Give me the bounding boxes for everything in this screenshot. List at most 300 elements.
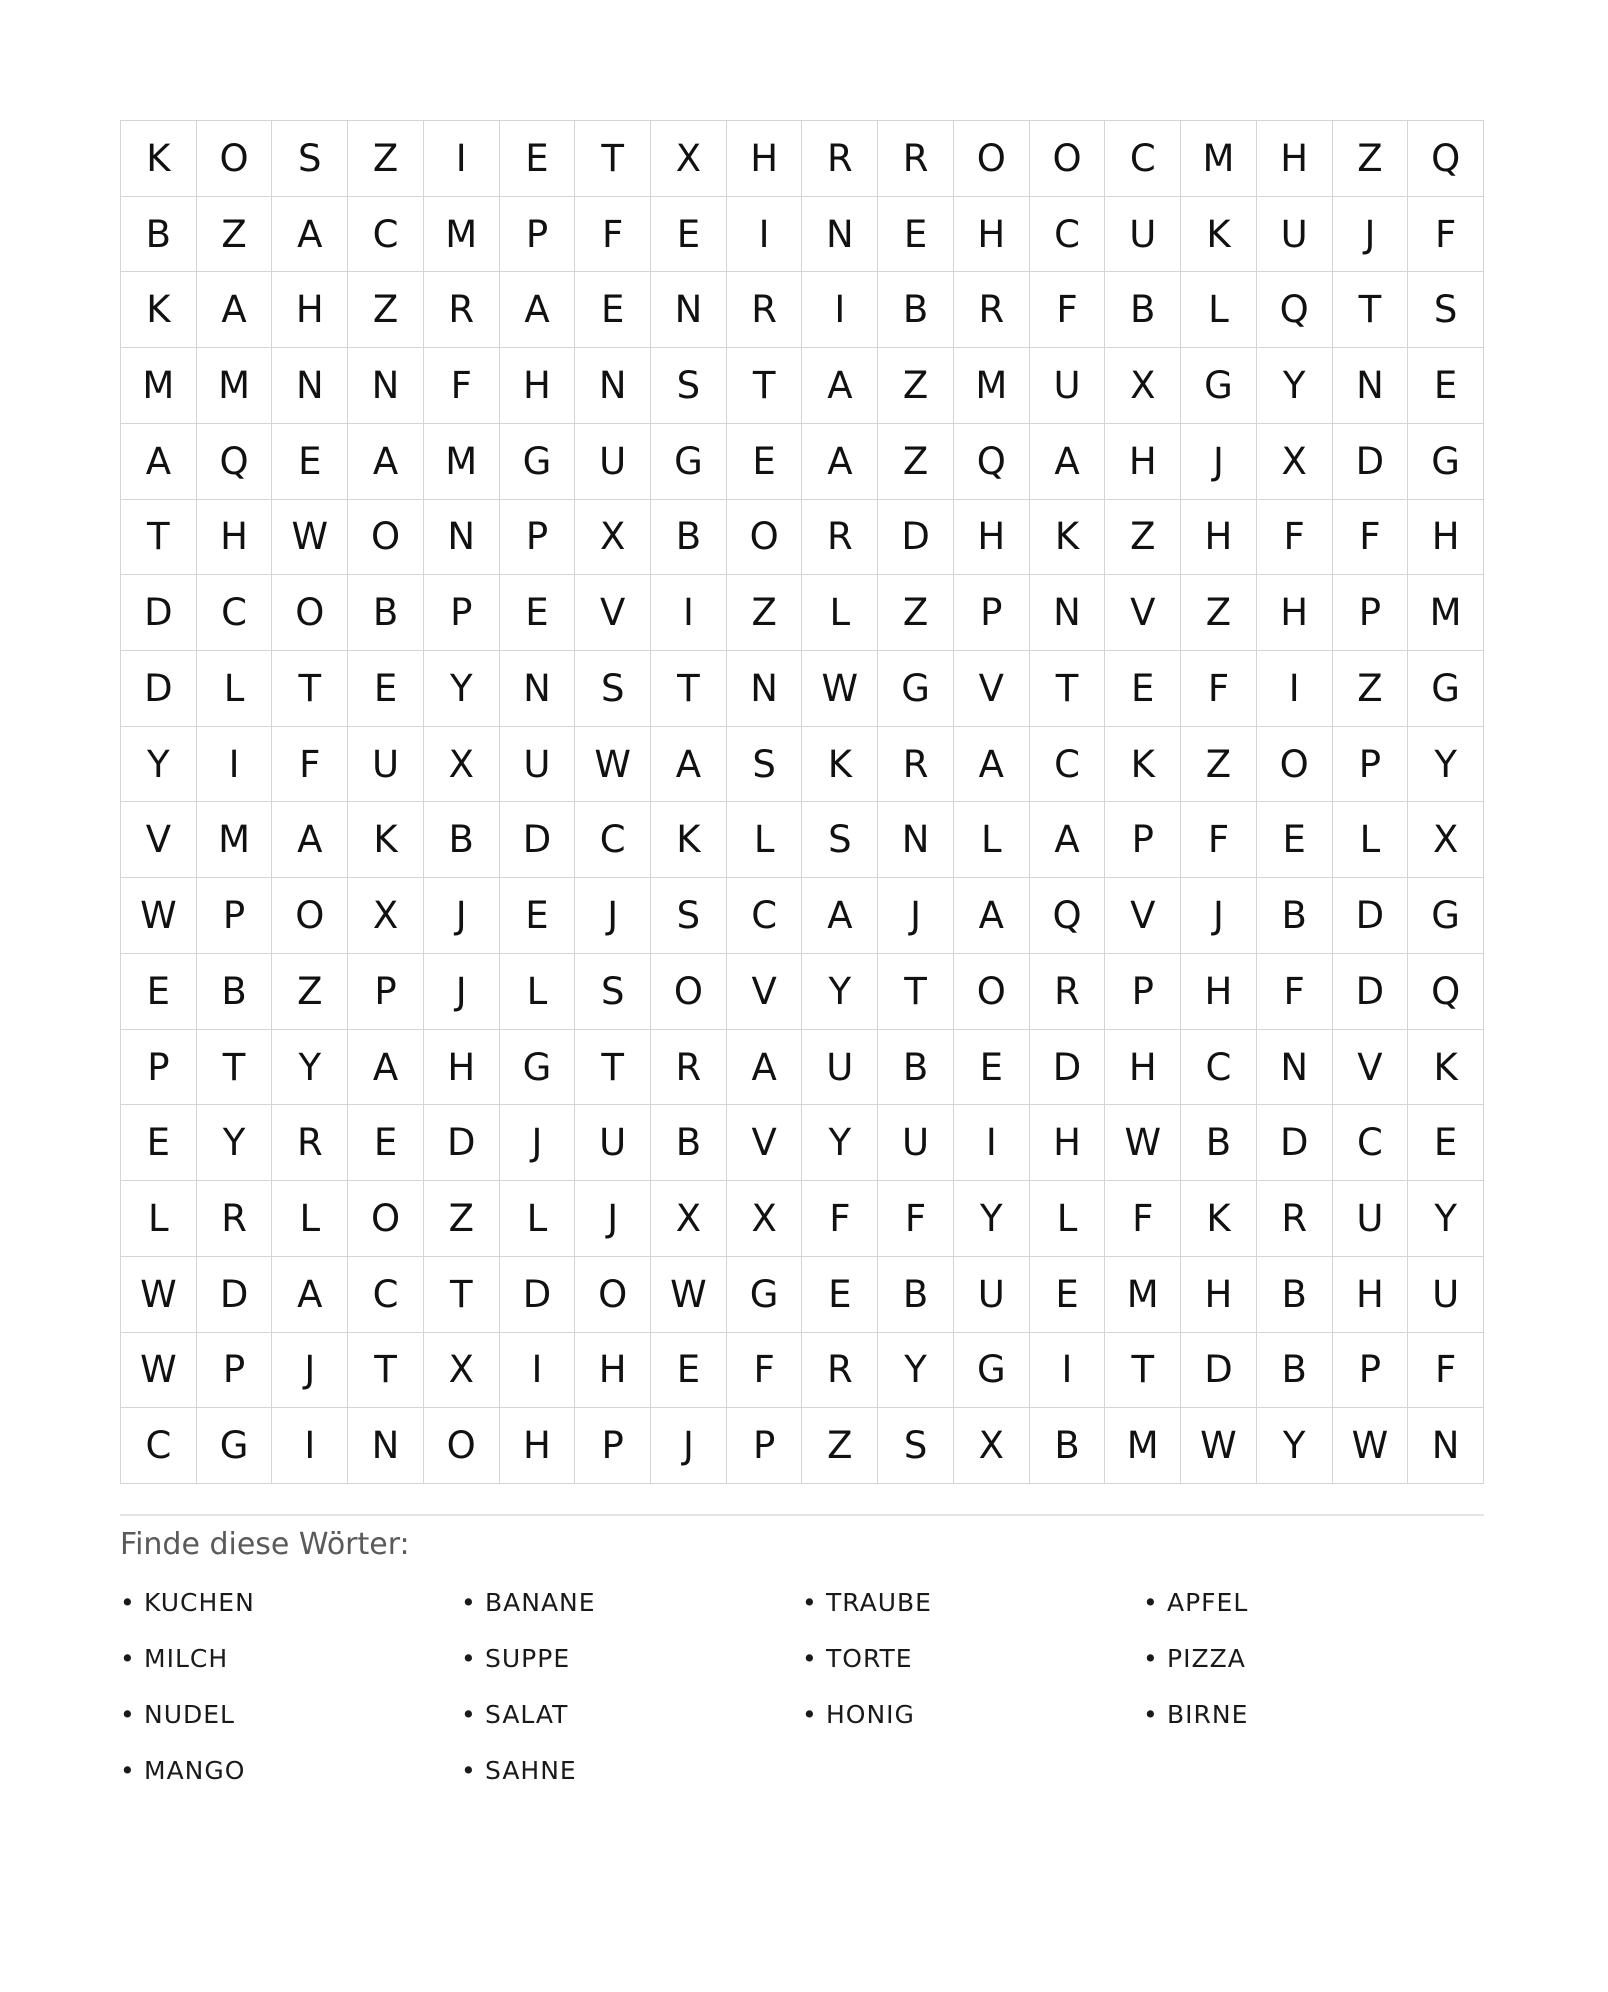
grid-cell[interactable]: Z <box>348 121 424 197</box>
grid-cell[interactable]: Z <box>727 575 803 651</box>
grid-cell[interactable]: T <box>197 1030 273 1106</box>
grid-cell[interactable]: L <box>727 802 803 878</box>
grid-cell[interactable]: Z <box>272 954 348 1030</box>
grid-cell[interactable]: F <box>1181 651 1257 727</box>
grid-cell[interactable]: W <box>121 1257 197 1333</box>
grid-cell[interactable]: P <box>500 500 576 576</box>
grid-cell[interactable]: W <box>802 651 878 727</box>
grid-cell[interactable]: Z <box>424 1181 500 1257</box>
grid-cell[interactable]: U <box>1257 197 1333 273</box>
grid-cell[interactable]: O <box>954 954 1030 1030</box>
grid-cell[interactable]: L <box>1030 1181 1106 1257</box>
grid-cell[interactable]: Y <box>1257 348 1333 424</box>
grid-cell[interactable]: O <box>348 500 424 576</box>
grid-cell[interactable]: P <box>121 1030 197 1106</box>
grid-cell[interactable]: I <box>727 197 803 273</box>
grid-cell[interactable]: V <box>727 954 803 1030</box>
grid-cell[interactable]: B <box>651 1105 727 1181</box>
grid-cell[interactable]: R <box>1030 954 1106 1030</box>
grid-cell[interactable]: F <box>1333 500 1409 576</box>
grid-cell[interactable]: L <box>1181 272 1257 348</box>
grid-cell[interactable]: S <box>1408 272 1484 348</box>
grid-cell[interactable]: B <box>651 500 727 576</box>
grid-cell[interactable]: F <box>575 197 651 273</box>
grid-cell[interactable]: R <box>272 1105 348 1181</box>
grid-cell[interactable]: F <box>1257 500 1333 576</box>
grid-cell[interactable]: K <box>1181 1181 1257 1257</box>
grid-cell[interactable]: N <box>878 802 954 878</box>
grid-cell[interactable]: Z <box>1333 121 1409 197</box>
grid-cell[interactable]: N <box>348 1408 424 1484</box>
grid-cell[interactable]: F <box>1030 272 1106 348</box>
grid-cell[interactable]: P <box>1333 1333 1409 1409</box>
grid-cell[interactable]: F <box>878 1181 954 1257</box>
grid-cell[interactable]: O <box>1030 121 1106 197</box>
grid-cell[interactable]: J <box>575 1181 651 1257</box>
grid-cell[interactable]: O <box>727 500 803 576</box>
grid-cell[interactable]: S <box>272 121 348 197</box>
grid-cell[interactable]: E <box>1030 1257 1106 1333</box>
grid-cell[interactable]: A <box>272 197 348 273</box>
grid-cell[interactable]: N <box>424 500 500 576</box>
grid-cell[interactable]: C <box>121 1408 197 1484</box>
grid-cell[interactable]: B <box>878 1030 954 1106</box>
grid-cell[interactable]: L <box>500 954 576 1030</box>
grid-cell[interactable]: Q <box>1408 121 1484 197</box>
grid-cell[interactable]: N <box>272 348 348 424</box>
grid-cell[interactable]: Z <box>1181 727 1257 803</box>
grid-cell[interactable]: E <box>348 1105 424 1181</box>
grid-cell[interactable]: M <box>424 197 500 273</box>
grid-cell[interactable]: I <box>651 575 727 651</box>
grid-cell[interactable]: N <box>1408 1408 1484 1484</box>
grid-cell[interactable]: C <box>348 197 424 273</box>
grid-cell[interactable]: A <box>272 802 348 878</box>
grid-cell[interactable]: L <box>1333 802 1409 878</box>
grid-cell[interactable]: F <box>424 348 500 424</box>
grid-cell[interactable]: S <box>802 802 878 878</box>
grid-cell[interactable]: M <box>1105 1257 1181 1333</box>
grid-cell[interactable]: D <box>424 1105 500 1181</box>
grid-cell[interactable]: D <box>878 500 954 576</box>
grid-cell[interactable]: P <box>1105 802 1181 878</box>
grid-cell[interactable]: T <box>1105 1333 1181 1409</box>
grid-cell[interactable]: D <box>1030 1030 1106 1106</box>
grid-cell[interactable]: J <box>1181 878 1257 954</box>
grid-cell[interactable]: U <box>575 1105 651 1181</box>
grid-cell[interactable]: Y <box>1408 727 1484 803</box>
grid-cell[interactable]: X <box>651 1181 727 1257</box>
grid-cell[interactable]: F <box>1181 802 1257 878</box>
grid-cell[interactable]: J <box>575 878 651 954</box>
grid-cell[interactable]: U <box>878 1105 954 1181</box>
grid-cell[interactable]: B <box>121 197 197 273</box>
grid-cell[interactable]: X <box>424 1333 500 1409</box>
grid-cell[interactable]: K <box>121 121 197 197</box>
grid-cell[interactable]: O <box>954 121 1030 197</box>
grid-cell[interactable]: U <box>954 1257 1030 1333</box>
grid-cell[interactable]: H <box>575 1333 651 1409</box>
grid-cell[interactable]: Q <box>1257 272 1333 348</box>
grid-cell[interactable]: U <box>1030 348 1106 424</box>
grid-cell[interactable]: I <box>1257 651 1333 727</box>
grid-cell[interactable]: L <box>954 802 1030 878</box>
grid-cell[interactable]: W <box>575 727 651 803</box>
grid-cell[interactable]: P <box>1105 954 1181 1030</box>
grid-cell[interactable]: K <box>1030 500 1106 576</box>
grid-cell[interactable]: G <box>500 1030 576 1106</box>
grid-cell[interactable]: T <box>1030 651 1106 727</box>
grid-cell[interactable]: G <box>878 651 954 727</box>
grid-cell[interactable]: V <box>1105 575 1181 651</box>
grid-cell[interactable]: P <box>575 1408 651 1484</box>
grid-cell[interactable]: R <box>878 121 954 197</box>
grid-cell[interactable]: P <box>1333 727 1409 803</box>
grid-cell[interactable]: N <box>651 272 727 348</box>
grid-cell[interactable]: X <box>1257 424 1333 500</box>
grid-cell[interactable]: R <box>954 272 1030 348</box>
grid-cell[interactable]: B <box>1030 1408 1106 1484</box>
grid-cell[interactable]: R <box>878 727 954 803</box>
grid-cell[interactable]: K <box>802 727 878 803</box>
grid-cell[interactable]: F <box>727 1333 803 1409</box>
grid-cell[interactable]: X <box>1408 802 1484 878</box>
grid-cell[interactable]: E <box>651 1333 727 1409</box>
grid-cell[interactable]: P <box>727 1408 803 1484</box>
grid-cell[interactable]: M <box>1181 121 1257 197</box>
grid-cell[interactable]: H <box>500 348 576 424</box>
grid-cell[interactable]: Q <box>1030 878 1106 954</box>
grid-cell[interactable]: P <box>424 575 500 651</box>
grid-cell[interactable]: E <box>575 272 651 348</box>
grid-cell[interactable]: B <box>348 575 424 651</box>
grid-cell[interactable]: B <box>1257 1333 1333 1409</box>
grid-cell[interactable]: O <box>575 1257 651 1333</box>
grid-cell[interactable]: W <box>1181 1408 1257 1484</box>
grid-cell[interactable]: Z <box>1181 575 1257 651</box>
grid-cell[interactable]: T <box>575 1030 651 1106</box>
grid-cell[interactable]: E <box>1105 651 1181 727</box>
grid-cell[interactable]: K <box>1408 1030 1484 1106</box>
grid-cell[interactable]: H <box>424 1030 500 1106</box>
grid-cell[interactable]: L <box>272 1181 348 1257</box>
grid-cell[interactable]: G <box>727 1257 803 1333</box>
grid-cell[interactable]: A <box>954 878 1030 954</box>
grid-cell[interactable]: N <box>575 348 651 424</box>
grid-cell[interactable]: H <box>1181 954 1257 1030</box>
grid-cell[interactable]: C <box>1181 1030 1257 1106</box>
grid-cell[interactable]: E <box>651 197 727 273</box>
grid-cell[interactable]: G <box>1408 878 1484 954</box>
grid-cell[interactable]: H <box>1181 500 1257 576</box>
grid-cell[interactable]: B <box>424 802 500 878</box>
grid-cell[interactable]: K <box>1181 197 1257 273</box>
grid-cell[interactable]: P <box>197 878 273 954</box>
grid-cell[interactable]: N <box>500 651 576 727</box>
grid-cell[interactable]: F <box>802 1181 878 1257</box>
grid-cell[interactable]: M <box>954 348 1030 424</box>
grid-cell[interactable]: Y <box>802 1105 878 1181</box>
grid-cell[interactable]: J <box>651 1408 727 1484</box>
grid-cell[interactable]: P <box>197 1333 273 1409</box>
grid-cell[interactable]: R <box>802 500 878 576</box>
grid-cell[interactable]: Z <box>878 348 954 424</box>
grid-cell[interactable]: Y <box>878 1333 954 1409</box>
grid-cell[interactable]: S <box>651 878 727 954</box>
grid-cell[interactable]: M <box>121 348 197 424</box>
grid-cell[interactable]: O <box>348 1181 424 1257</box>
grid-cell[interactable]: A <box>1030 802 1106 878</box>
grid-cell[interactable]: J <box>272 1333 348 1409</box>
grid-cell[interactable]: E <box>272 424 348 500</box>
grid-cell[interactable]: H <box>1257 575 1333 651</box>
grid-cell[interactable]: M <box>424 424 500 500</box>
grid-cell[interactable]: H <box>500 1408 576 1484</box>
grid-cell[interactable]: A <box>802 348 878 424</box>
grid-cell[interactable]: C <box>575 802 651 878</box>
grid-cell[interactable]: T <box>878 954 954 1030</box>
grid-cell[interactable]: Y <box>424 651 500 727</box>
grid-cell[interactable]: T <box>651 651 727 727</box>
grid-cell[interactable]: D <box>500 802 576 878</box>
grid-cell[interactable]: Z <box>802 1408 878 1484</box>
grid-cell[interactable]: A <box>727 1030 803 1106</box>
grid-cell[interactable]: A <box>121 424 197 500</box>
grid-cell[interactable]: E <box>954 1030 1030 1106</box>
grid-cell[interactable]: Z <box>197 197 273 273</box>
grid-cell[interactable]: U <box>1408 1257 1484 1333</box>
grid-cell[interactable]: B <box>197 954 273 1030</box>
grid-cell[interactable]: R <box>727 272 803 348</box>
grid-cell[interactable]: K <box>1105 727 1181 803</box>
grid-cell[interactable]: I <box>802 272 878 348</box>
grid-cell[interactable]: O <box>424 1408 500 1484</box>
grid-cell[interactable]: T <box>424 1257 500 1333</box>
grid-cell[interactable]: I <box>954 1105 1030 1181</box>
grid-cell[interactable]: H <box>1408 500 1484 576</box>
grid-cell[interactable]: B <box>1257 878 1333 954</box>
grid-cell[interactable]: N <box>1030 575 1106 651</box>
grid-cell[interactable]: N <box>1257 1030 1333 1106</box>
grid-cell[interactable]: M <box>1408 575 1484 651</box>
grid-cell[interactable]: F <box>1257 954 1333 1030</box>
grid-cell[interactable]: D <box>121 651 197 727</box>
grid-cell[interactable]: S <box>575 954 651 1030</box>
grid-cell[interactable]: H <box>954 500 1030 576</box>
grid-cell[interactable]: B <box>1181 1105 1257 1181</box>
grid-cell[interactable]: S <box>651 348 727 424</box>
grid-cell[interactable]: Z <box>348 272 424 348</box>
grid-cell[interactable]: H <box>197 500 273 576</box>
grid-cell[interactable]: J <box>424 878 500 954</box>
grid-cell[interactable]: D <box>500 1257 576 1333</box>
grid-cell[interactable]: C <box>1105 121 1181 197</box>
grid-cell[interactable]: E <box>802 1257 878 1333</box>
grid-cell[interactable]: H <box>272 272 348 348</box>
grid-cell[interactable]: T <box>1333 272 1409 348</box>
grid-cell[interactable]: G <box>197 1408 273 1484</box>
grid-cell[interactable]: C <box>197 575 273 651</box>
grid-cell[interactable]: S <box>575 651 651 727</box>
grid-cell[interactable]: Q <box>1408 954 1484 1030</box>
grid-cell[interactable]: M <box>197 348 273 424</box>
grid-cell[interactable]: P <box>348 954 424 1030</box>
grid-cell[interactable]: R <box>197 1181 273 1257</box>
grid-cell[interactable]: P <box>500 197 576 273</box>
grid-cell[interactable]: I <box>424 121 500 197</box>
grid-cell[interactable]: T <box>727 348 803 424</box>
grid-cell[interactable]: E <box>878 197 954 273</box>
grid-cell[interactable]: F <box>1408 1333 1484 1409</box>
grid-cell[interactable]: A <box>500 272 576 348</box>
grid-cell[interactable]: A <box>802 424 878 500</box>
grid-cell[interactable]: Q <box>954 424 1030 500</box>
grid-cell[interactable]: S <box>878 1408 954 1484</box>
grid-cell[interactable]: C <box>348 1257 424 1333</box>
grid-cell[interactable]: I <box>272 1408 348 1484</box>
grid-cell[interactable]: G <box>651 424 727 500</box>
grid-cell[interactable]: H <box>1333 1257 1409 1333</box>
grid-cell[interactable]: T <box>575 121 651 197</box>
grid-cell[interactable]: E <box>121 954 197 1030</box>
grid-cell[interactable]: T <box>121 500 197 576</box>
grid-cell[interactable]: U <box>1333 1181 1409 1257</box>
grid-cell[interactable]: D <box>1333 954 1409 1030</box>
grid-cell[interactable]: R <box>424 272 500 348</box>
grid-cell[interactable]: E <box>1408 348 1484 424</box>
grid-cell[interactable]: O <box>1257 727 1333 803</box>
grid-cell[interactable]: V <box>575 575 651 651</box>
grid-cell[interactable]: I <box>1030 1333 1106 1409</box>
grid-cell[interactable]: K <box>651 802 727 878</box>
grid-cell[interactable]: S <box>727 727 803 803</box>
grid-cell[interactable]: F <box>1105 1181 1181 1257</box>
grid-cell[interactable]: B <box>1105 272 1181 348</box>
grid-cell[interactable]: O <box>197 121 273 197</box>
grid-cell[interactable]: I <box>197 727 273 803</box>
grid-cell[interactable]: A <box>1030 424 1106 500</box>
grid-cell[interactable]: V <box>954 651 1030 727</box>
grid-cell[interactable]: X <box>651 121 727 197</box>
grid-cell[interactable]: J <box>878 878 954 954</box>
grid-cell[interactable]: M <box>197 802 273 878</box>
grid-cell[interactable]: X <box>575 500 651 576</box>
grid-cell[interactable]: P <box>1333 575 1409 651</box>
grid-cell[interactable]: Y <box>272 1030 348 1106</box>
grid-cell[interactable]: Z <box>878 575 954 651</box>
grid-cell[interactable]: E <box>500 575 576 651</box>
grid-cell[interactable]: D <box>1181 1333 1257 1409</box>
grid-cell[interactable]: A <box>348 424 424 500</box>
grid-cell[interactable]: X <box>727 1181 803 1257</box>
grid-cell[interactable]: W <box>121 1333 197 1409</box>
grid-cell[interactable]: E <box>1408 1105 1484 1181</box>
grid-cell[interactable]: U <box>1105 197 1181 273</box>
grid-cell[interactable]: V <box>1105 878 1181 954</box>
grid-cell[interactable]: Y <box>197 1105 273 1181</box>
grid-cell[interactable]: Y <box>802 954 878 1030</box>
grid-cell[interactable]: W <box>651 1257 727 1333</box>
grid-cell[interactable]: N <box>1333 348 1409 424</box>
grid-cell[interactable]: V <box>121 802 197 878</box>
grid-cell[interactable]: W <box>1105 1105 1181 1181</box>
grid-cell[interactable]: H <box>1030 1105 1106 1181</box>
grid-cell[interactable]: A <box>802 878 878 954</box>
grid-cell[interactable]: O <box>272 878 348 954</box>
grid-cell[interactable]: U <box>575 424 651 500</box>
grid-cell[interactable]: Y <box>121 727 197 803</box>
grid-cell[interactable]: E <box>500 121 576 197</box>
grid-cell[interactable]: V <box>1333 1030 1409 1106</box>
grid-cell[interactable]: M <box>1105 1408 1181 1484</box>
grid-cell[interactable]: D <box>1333 878 1409 954</box>
grid-cell[interactable]: J <box>1333 197 1409 273</box>
grid-cell[interactable]: U <box>500 727 576 803</box>
grid-cell[interactable]: O <box>651 954 727 1030</box>
grid-cell[interactable]: A <box>197 272 273 348</box>
grid-cell[interactable]: R <box>651 1030 727 1106</box>
grid-cell[interactable]: A <box>651 727 727 803</box>
grid-cell[interactable]: W <box>1333 1408 1409 1484</box>
grid-cell[interactable]: Y <box>1408 1181 1484 1257</box>
grid-cell[interactable]: Y <box>954 1181 1030 1257</box>
grid-cell[interactable]: U <box>802 1030 878 1106</box>
grid-cell[interactable]: H <box>1105 1030 1181 1106</box>
grid-cell[interactable]: A <box>954 727 1030 803</box>
grid-cell[interactable]: K <box>348 802 424 878</box>
grid-cell[interactable]: Z <box>1105 500 1181 576</box>
grid-cell[interactable]: E <box>727 424 803 500</box>
grid-cell[interactable]: C <box>1030 727 1106 803</box>
grid-cell[interactable]: E <box>348 651 424 727</box>
grid-cell[interactable]: Z <box>878 424 954 500</box>
grid-cell[interactable]: O <box>272 575 348 651</box>
grid-cell[interactable]: X <box>954 1408 1030 1484</box>
grid-cell[interactable]: J <box>500 1105 576 1181</box>
grid-cell[interactable]: T <box>272 651 348 727</box>
grid-cell[interactable]: L <box>802 575 878 651</box>
grid-cell[interactable]: A <box>272 1257 348 1333</box>
grid-cell[interactable]: Y <box>1257 1408 1333 1484</box>
grid-cell[interactable]: P <box>954 575 1030 651</box>
grid-cell[interactable]: V <box>727 1105 803 1181</box>
grid-cell[interactable]: F <box>272 727 348 803</box>
grid-cell[interactable]: H <box>727 121 803 197</box>
grid-cell[interactable]: E <box>1257 802 1333 878</box>
grid-cell[interactable]: L <box>197 651 273 727</box>
grid-cell[interactable]: D <box>1333 424 1409 500</box>
grid-cell[interactable]: N <box>348 348 424 424</box>
grid-cell[interactable]: D <box>1257 1105 1333 1181</box>
grid-cell[interactable]: R <box>802 1333 878 1409</box>
grid-cell[interactable]: N <box>727 651 803 727</box>
grid-cell[interactable]: G <box>1408 651 1484 727</box>
grid-cell[interactable]: W <box>121 878 197 954</box>
grid-cell[interactable]: J <box>424 954 500 1030</box>
grid-cell[interactable]: C <box>1030 197 1106 273</box>
grid-cell[interactable]: G <box>1181 348 1257 424</box>
grid-cell[interactable]: A <box>348 1030 424 1106</box>
grid-cell[interactable]: H <box>954 197 1030 273</box>
grid-cell[interactable]: D <box>197 1257 273 1333</box>
grid-cell[interactable]: J <box>1181 424 1257 500</box>
grid-cell[interactable]: R <box>802 121 878 197</box>
grid-cell[interactable]: G <box>500 424 576 500</box>
grid-cell[interactable]: E <box>121 1105 197 1181</box>
grid-cell[interactable]: G <box>954 1333 1030 1409</box>
grid-cell[interactable]: B <box>878 1257 954 1333</box>
grid-cell[interactable]: U <box>348 727 424 803</box>
